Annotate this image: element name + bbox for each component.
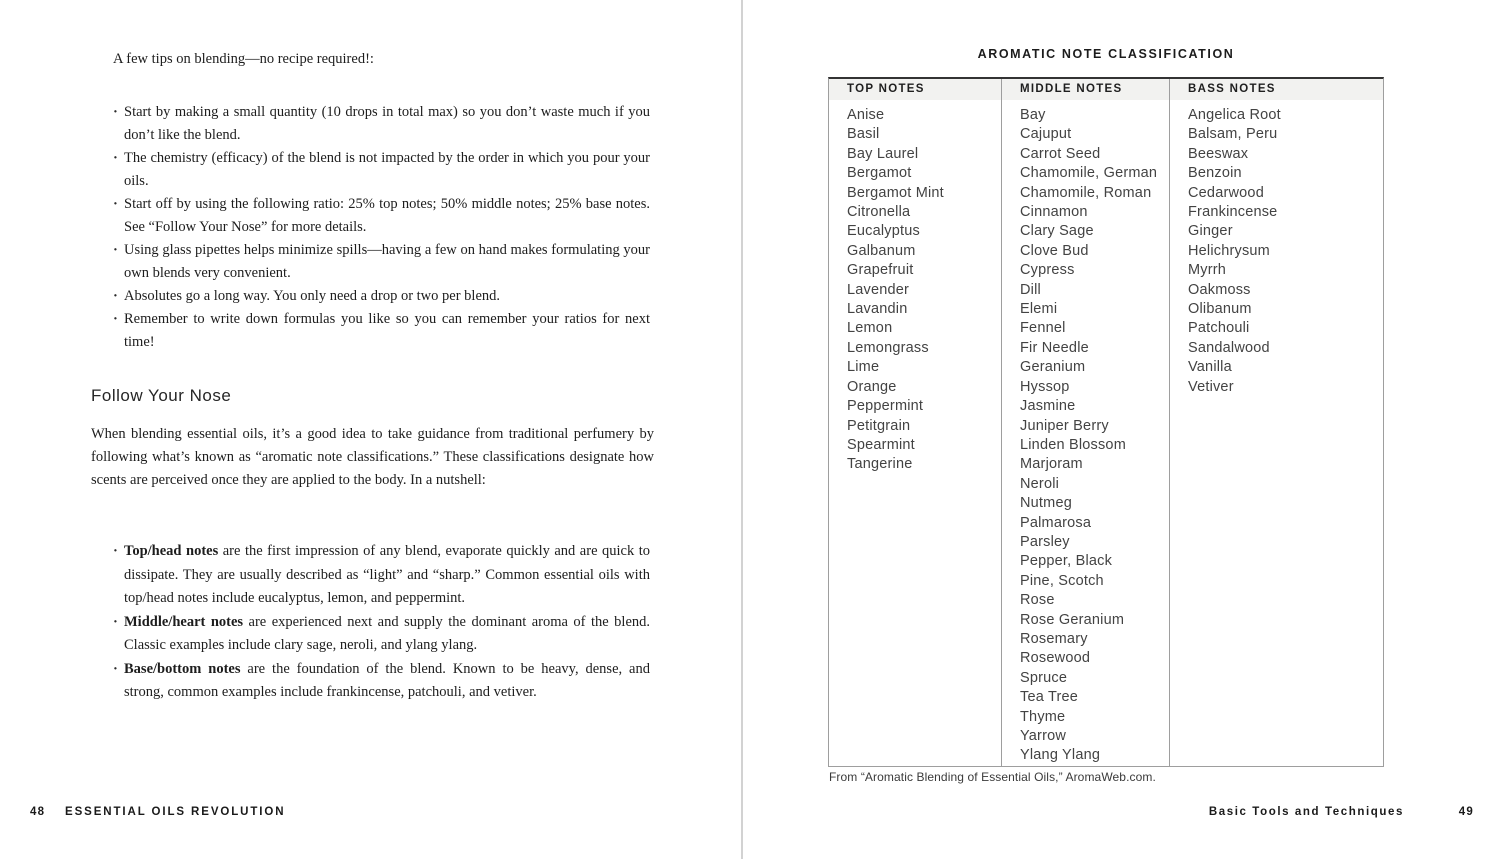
table-cell: Rose Geranium bbox=[1020, 611, 1125, 628]
table-cell: Myrrh bbox=[1188, 262, 1227, 279]
table-cell: Tea Tree bbox=[1020, 689, 1079, 706]
tip-item: · Start off by using the following ratio: 25% top notes; 50% middle notes; 25% base notes. See “Follow Your Nose” for more details. bbox=[113, 193, 650, 239]
note-item bbox=[113, 658, 650, 705]
table-cell: Thyme bbox=[1020, 708, 1066, 725]
table-cell: Tangerine bbox=[847, 456, 913, 473]
tip-item: · The chemistry (efficacy) of the blend is not impacted by the order in which you pour your oils. bbox=[113, 147, 650, 193]
table-cell: Galbanum bbox=[847, 242, 916, 259]
column-items-bass-notes bbox=[1170, 100, 1383, 397]
column-header-middle-notes: MIDDLE NOTES bbox=[1002, 79, 1169, 100]
table-cell: Neroli bbox=[1020, 475, 1060, 492]
table-cell: Vanilla bbox=[1188, 359, 1232, 376]
book-title: ESSENTIAL OILS REVOLUTION bbox=[65, 806, 286, 818]
notes-list bbox=[113, 540, 650, 705]
table-cell: Basil bbox=[847, 126, 880, 143]
left-page-number: 48 bbox=[30, 806, 46, 818]
table-cell: Ginger bbox=[1188, 223, 1233, 240]
column-header-bass-notes: BASS NOTES bbox=[1170, 79, 1383, 100]
tip-item: · Using glass pipettes helps minimize spills—having a few on hand makes formulating your own blends very convenient. bbox=[113, 239, 650, 285]
table-cell: Rose bbox=[1020, 592, 1055, 609]
table-cell: Angelica Root bbox=[1188, 107, 1281, 123]
tip-item: · Remember to write down formulas you like so you can remember your ratios for next time! bbox=[113, 308, 650, 354]
table-cell: Oakmoss bbox=[1188, 281, 1251, 298]
table-cell: Lavender bbox=[847, 281, 910, 298]
table-cell: Bay Laurel bbox=[847, 145, 919, 162]
page-gutter-divider bbox=[741, 0, 743, 859]
table-cell: Cajuput bbox=[1020, 126, 1072, 143]
table-cell: Juniper Berry bbox=[1020, 417, 1109, 434]
table-cell: Petitgrain bbox=[847, 417, 911, 434]
note-lead: Top/head notes bbox=[124, 543, 219, 559]
tip-item: · Start by making a small quantity (10 drops in total max) so you don’t waste much if you don’t like the blend. bbox=[113, 101, 650, 147]
table-cell: Sandalwood bbox=[1188, 339, 1270, 356]
table-title: AROMATIC NOTE CLASSIFICATION bbox=[977, 47, 1235, 61]
table-cell: Cinnamon bbox=[1020, 204, 1088, 221]
tips-list bbox=[113, 101, 650, 354]
table-source-caption: From “Aromatic Blending of Essential Oils,” AromaWeb.com. bbox=[829, 770, 1156, 784]
table-cell: Chamomile, Roman bbox=[1020, 184, 1152, 201]
table-cell: Pine, Scotch bbox=[1020, 572, 1104, 589]
table-column-top-notes bbox=[829, 79, 1001, 766]
note-text: are the first impression of any blend, evaporate quickly and are quick to dissipate. They are usually described as “light” and “sharp.” Common essential oils with top/head notes include eucalyptus, lemon, and peppermint. bbox=[124, 543, 651, 606]
section-heading: Follow Your Nose bbox=[91, 386, 232, 405]
table-cell: Anise bbox=[847, 107, 885, 123]
table-cell: Dill bbox=[1020, 281, 1041, 298]
table-cell: Hyssop bbox=[1020, 378, 1070, 395]
table-cell: Citronella bbox=[847, 204, 911, 221]
table-cell: Marjoram bbox=[1020, 456, 1083, 473]
table-cell: Geranium bbox=[1020, 359, 1086, 376]
section-paragraph: When blending essential oils, it’s a good idea to take guidance from traditional perfumery by following what’s known as “aromatic note classifications.” These classifications designate how scents are perceived once they are applied to the body. In a nutshell: bbox=[91, 426, 654, 488]
table-cell: Nutmeg bbox=[1020, 495, 1072, 512]
table-cell: Linden Blossom bbox=[1020, 436, 1126, 453]
table-cell: Clary Sage bbox=[1020, 223, 1094, 240]
table-cell: Peppermint bbox=[847, 398, 924, 415]
table-cell: Bergamot Mint bbox=[847, 184, 944, 201]
table-cell: Rosemary bbox=[1020, 630, 1088, 647]
table-cell: Yarrow bbox=[1020, 728, 1067, 744]
table-cell: Vetiver bbox=[1188, 378, 1234, 395]
column-header-top-notes: TOP NOTES bbox=[829, 79, 1001, 100]
chapter-title: Basic Tools and Techniques bbox=[1208, 806, 1404, 818]
table-cell: Parsley bbox=[1020, 533, 1070, 550]
note-text: are experienced next and supply the dominant aroma of the blend. Classic examples include clary sage, neroli, and ylang ylang. bbox=[124, 613, 651, 653]
table-cell: Lime bbox=[847, 359, 880, 376]
table-cell: Orange bbox=[847, 378, 897, 395]
table-cell: Palmarosa bbox=[1020, 514, 1092, 531]
table-cell: Benzoin bbox=[1188, 165, 1242, 182]
table-cell: Patchouli bbox=[1188, 320, 1250, 337]
table-cell: Clove Bud bbox=[1020, 242, 1089, 259]
table-cell: Bergamot bbox=[847, 165, 912, 182]
table-cell: Beeswax bbox=[1188, 145, 1249, 162]
table-cell: Olibanum bbox=[1188, 301, 1252, 318]
tip-item: · Absolutes go a long way. You only need a drop or two per blend. bbox=[113, 285, 650, 308]
column-items-top-notes bbox=[829, 100, 1001, 475]
table-cell: Cypress bbox=[1020, 262, 1075, 279]
table-column-bass-notes bbox=[1169, 79, 1383, 766]
note-lead: Base/bottom notes bbox=[124, 660, 241, 677]
table-cell: Bay bbox=[1020, 107, 1046, 123]
table-cell: Spearmint bbox=[847, 436, 915, 453]
column-items-middle-notes bbox=[1002, 100, 1169, 766]
table-cell: Balsam, Peru bbox=[1188, 126, 1278, 143]
table-cell: Frankincense bbox=[1188, 204, 1278, 221]
aromatic-note-table bbox=[828, 77, 1384, 767]
table-cell: Ylang Ylang bbox=[1020, 747, 1101, 764]
table-cell: Grapefruit bbox=[847, 262, 914, 279]
table-cell: Pepper, Black bbox=[1020, 553, 1113, 570]
note-item bbox=[113, 611, 650, 658]
table-cell: Fir Needle bbox=[1020, 339, 1089, 356]
note-item bbox=[113, 540, 650, 611]
table-cell: Fennel bbox=[1020, 320, 1066, 337]
table-cell: Eucalyptus bbox=[847, 223, 920, 240]
table-cell: Spruce bbox=[1020, 669, 1068, 686]
table-cell: Carrot Seed bbox=[1020, 145, 1101, 162]
table-cell: Helichrysum bbox=[1188, 242, 1270, 259]
tips-intro: A few tips on blending—no recipe required!: bbox=[113, 51, 374, 67]
table-cell: Jasmine bbox=[1020, 398, 1076, 415]
table-cell: Elemi bbox=[1020, 301, 1058, 318]
right-page-number: 49 bbox=[1458, 806, 1474, 818]
table-cell: Cedarwood bbox=[1188, 184, 1264, 201]
table-cell: Lemongrass bbox=[847, 339, 929, 356]
table-cell: Lemon bbox=[847, 320, 893, 337]
table-cell: Rosewood bbox=[1020, 650, 1091, 667]
table-cell: Chamomile, German bbox=[1020, 165, 1158, 182]
table-column-middle-notes bbox=[1001, 79, 1169, 766]
note-lead: Middle/heart notes bbox=[124, 613, 244, 630]
note-text: are the foundation of the blend. Known to be heavy, dense, and strong, common examples include frankincense, patchouli, and vetiver. bbox=[124, 660, 650, 700]
table-cell: Lavandin bbox=[847, 301, 908, 318]
